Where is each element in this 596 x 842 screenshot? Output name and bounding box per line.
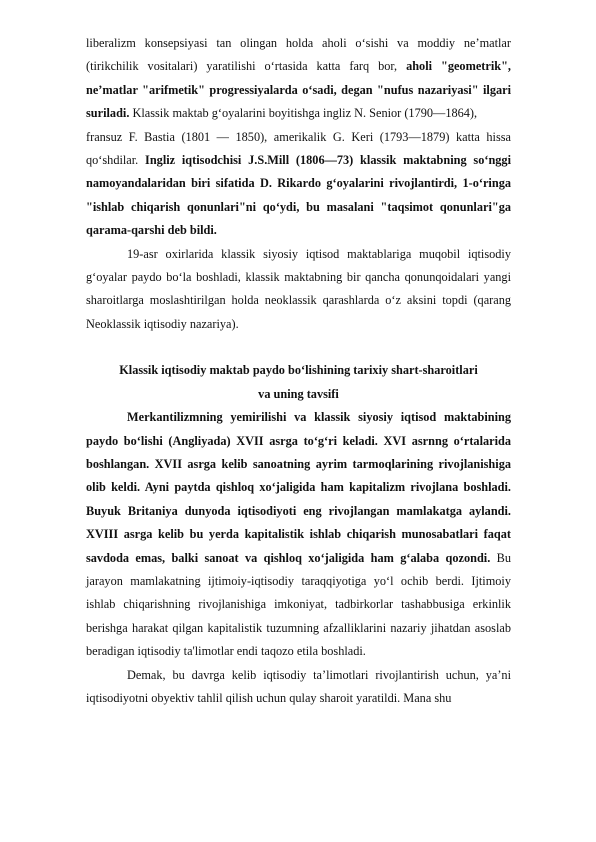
- paragraph-malthus-theory: [86, 32, 511, 126]
- bold-text-segment: Merkantilizmning yemirilishi va klassik siyosiy iqtisod maktabining paydo bo‘lishi (Angliyada) XVII asrga to‘g‘ri keladi. XVI asrnng o‘rtalarida boshlangan. XVII asrga kelib sanoatning ayrim tarmoqlarining rivojlanishiga olib keldi. Ayni paytda qishloq xo‘jaligida ham kapitalizm rivojlana boshladi. Buyuk Britaniya dunyoda iqtisodiyoti eng rivojlangan mamlakatga aylandi. XVIII asrga kelib bu yerda kapitalistik ishlab chiqarish munosabatlari faqat savdoda emas, balki sanoat va qishloq xo‘jaligida ham g‘alaba qozondi.: [86, 410, 511, 565]
- bold-text-segment: aholi "geometrik", ne’matlar "arifmetik" progressiyalarda o‘sadi, degan "nufus nazariyasi" ilgari suriladi.: [86, 59, 511, 121]
- text-segment: liberalizm konsepsiyasi tan olingan holda aholi o‘sishi va moddiy ne’matlar (tirikchilik vositalari) yaratilishi o‘rtasida katta farq bor,: [86, 36, 511, 74]
- section-heading-line-1: Klassik iqtisodiy maktab paydo bo‘lishining tarixiy shart-sharoitlari: [119, 363, 478, 378]
- text-segment: Bu jarayon mamlakatning ijtimoiy-iqtisodiy taraqqiyotiga yo‘l ochib berdi. Ijtimoiy ishlab chiqarishning rivojlanishiga imkoniyat, tadbirkorlar tashabbusiga erkinlik berishga harakat qilgan kapitalistik tuzumning afzalliklarini nazariy jihatdan asoslab beradigan iqtisodiy ta'limotlar endi taqozo etila boshladi.: [86, 550, 511, 659]
- bold-text-segment: Ingliz iqtisodchisi J.S.Mill (1806—73) klassik maktabning so‘nggi namoyandalaridan biri sifatida D. Rikardo g‘oyalarini rivojlantirdi, 1-o‘ringa "ishlab chiqarish qonunlari"ni qo‘ydi, bu masalani "taqsimot qonunlari"ga qarama-qarshi deb bildi.: [86, 153, 511, 238]
- section-heading-line-2: va uning tavsifi: [258, 386, 339, 401]
- text-segment: fransuz F. Bastia (1801 — 1850), amerikalik G. Keri (1793—1879) katta hissa qo‘shdilar.: [86, 129, 511, 168]
- paragraph-bastia-mill: [86, 126, 511, 243]
- document-body: [86, 32, 511, 710]
- text-segment: Klassik maktab g‘oyalarini boyitishga ingliz N. Senior (1790—1864),: [129, 106, 478, 121]
- spacer: [86, 336, 511, 359]
- paragraph-mercantilism: [86, 406, 511, 663]
- paragraph-conditions: Demak, bu davrga kelib iqtisodiy ta’limotlari rivojlantirish uchun, ya’ni iqtisodiyotni obyektiv tahlil qilish uchun qulay sharoit yaratildi. Mana shu: [86, 667, 511, 705]
- paragraph-neoclassical: 19-asr oxirlarida klassik siyosiy iqtisod maktablariga muqobil iqtisodiy g‘oyalar paydo bo‘la boshladi, klassik maktabning bir qancha qonunqoidalari yangi sharoitlarga moslashtirilgan holda neoklassik qarashlarda o‘z aksini topdi (qarang Neoklassik iqtisodiy nazariya).: [86, 246, 511, 331]
